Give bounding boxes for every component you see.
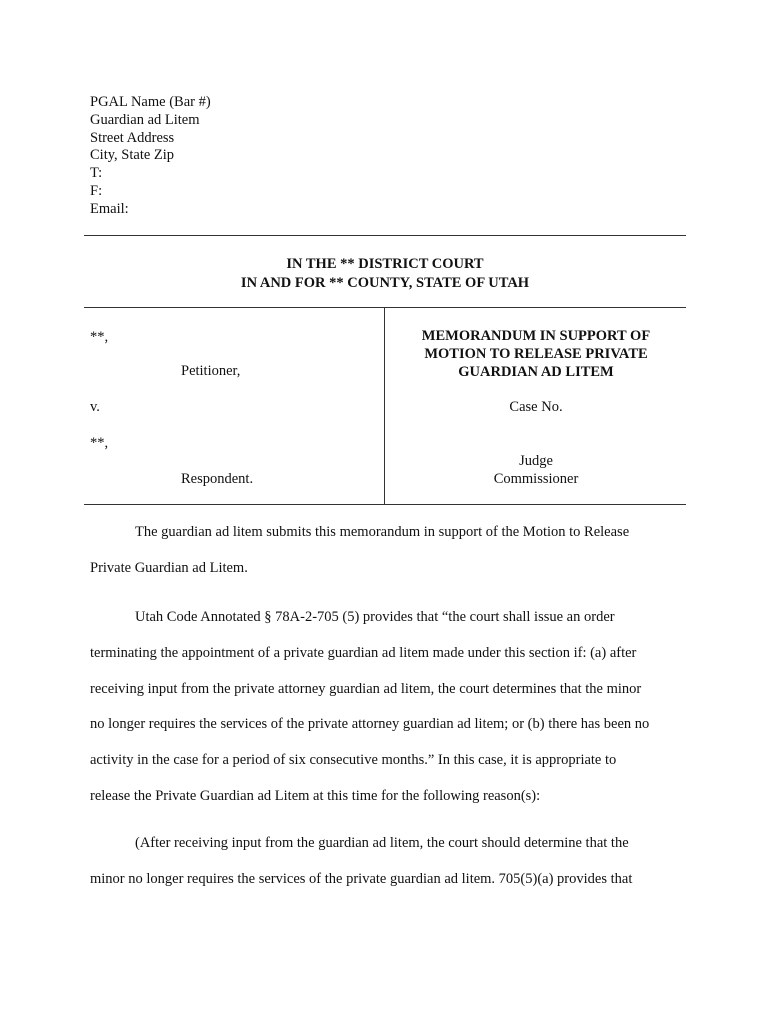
paragraph-1-line-1: The guardian ad litem submits this memorandum in support of the Motion to Release <box>135 524 630 540</box>
commissioner-label: Commissioner <box>493 471 579 487</box>
paragraph-2-line-2: terminating the appointment of a private guardian ad litem made under this section if: (a) after <box>90 644 637 661</box>
attorney-name: PGAL Name (Bar #) <box>90 94 211 110</box>
paragraph-2 <box>90 600 680 815</box>
document-title <box>386 328 686 381</box>
versus-label: v. <box>90 399 100 415</box>
court-heading <box>84 255 686 292</box>
caption-top-divider <box>84 307 686 308</box>
document-title-line-1: MEMORANDUM IN SUPPORT OF <box>421 328 651 344</box>
paragraph-3-line-2: minor no longer requires the services of the private guardian ad litem. 705(5)(a) provides that <box>90 870 633 887</box>
judge-label: Judge <box>519 453 553 469</box>
paragraph-3-line-1: (After receiving input from the guardian ad litem, the court should determine that the <box>135 835 629 851</box>
attorney-city: City, State Zip <box>90 147 175 164</box>
paragraph-2-line-1: Utah Code Annotated § 78A-2-705 (5) provides that “the court shall issue an order <box>135 609 615 625</box>
petitioner-label: Petitioner, <box>181 363 241 379</box>
paragraph-1 <box>90 515 680 587</box>
paragraph-2-line-4: no longer requires the services of the private attorney guardian ad litem; or (b) there has been no <box>90 716 650 733</box>
paragraph-2-line-3: receiving input from the private attorney guardian ad litem, the court determines that the minor <box>90 680 642 697</box>
attorney-info-block <box>90 94 211 219</box>
petitioner-name: **, <box>90 329 109 345</box>
document-title-line-3: GUARDIAN AD LITEM <box>458 363 614 380</box>
attorney-fax: F: <box>90 182 103 199</box>
respondent-label: Respondent. <box>181 471 254 487</box>
court-line-2: IN AND FOR ** COUNTY, STATE OF UTAH <box>240 274 530 291</box>
case-number-label: Case No. <box>509 399 563 415</box>
caption-vertical-divider <box>384 308 385 504</box>
court-line-1: IN THE ** DISTRICT COURT <box>286 256 484 272</box>
attorney-role: Guardian ad Litem <box>90 111 200 128</box>
document-title-line-2: MOTION TO RELEASE PRIVATE <box>424 345 648 362</box>
attorney-email: Email: <box>90 200 129 217</box>
caption-bottom-divider <box>84 504 686 505</box>
top-divider <box>84 235 686 236</box>
paragraph-2-line-6: release the Private Guardian ad Litem at this time for the following reason(s): <box>90 787 541 804</box>
paragraph-1-line-2: Private Guardian ad Litem. <box>90 559 248 576</box>
attorney-phone: T: <box>90 165 103 182</box>
respondent-name: **, <box>90 435 109 451</box>
attorney-street: Street Address <box>90 129 175 146</box>
paragraph-3 <box>90 826 680 898</box>
paragraph-2-line-5: activity in the case for a period of six consecutive months.” In this case, it is appropriate to <box>90 752 617 769</box>
